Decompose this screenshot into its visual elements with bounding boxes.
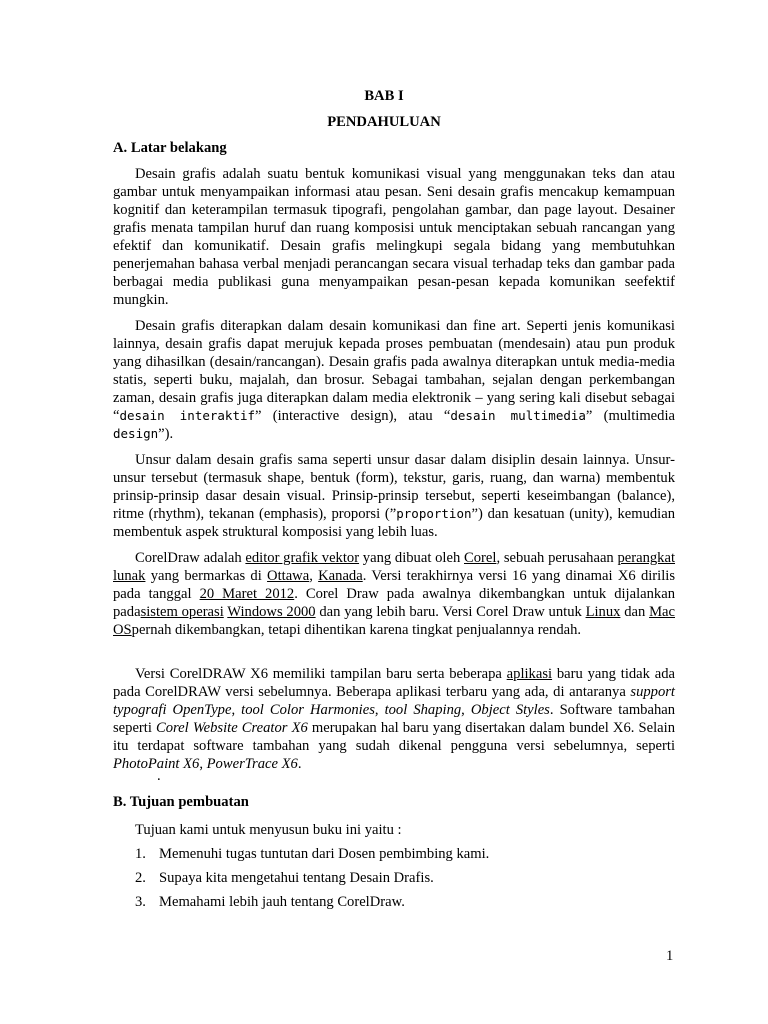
link-aplikasi[interactable]: aplikasi: [506, 666, 553, 682]
list-item: 1. Memenuhi tugas tuntutan dari Dosen pembimbing kami.: [135, 846, 490, 862]
chapter-title: PENDAHULUAN: [327, 114, 441, 130]
link-kanada[interactable]: Kanada: [318, 568, 363, 584]
paragraph-4: CorelDraw adalah editor grafik vektor yang dibuat oleh Corel, sebuah perusahaan perangkat lunak yang bermarkas di Ottawa, Kanada. Versi terakhirnya versi 16 yang dinamai X6 dirilis pada tanggal 20 Maret 2012. Corel Draw pada awalnya dikembangkan untuk dijalankan padasistem operasi Windows 2000 dan yang lebih baru. Versi Corel Draw untuk Linux dan Mac OSpernah dikembangkan, tetapi dihentikan karena tingkat penjualannya rendah.: [113, 550, 676, 638]
term-desain-multimedia: desain multimedia: [450, 408, 586, 423]
term-proportion: proportion: [396, 506, 472, 521]
paragraph-1: Desain grafis adalah suatu bentuk komunikasi visual yang menggunakan teks dan atau gambar untuk menyampaikan informasi atau pesan. Seni desain grafis mencakup kemampuan kognitif dan keterampilan termasuk tipografi, pengolahan gambar, dan page layout. Desainer grafis menata tampilan huruf dan ruang komposisi untuk menciptakan sebuah rancangan yang efektif dan komunikatif. Desain grafis melingkupi segala bidang yang membutuhkan penerjemahan bahasa verbal menjadi perancangan secara visual terhadap teks dan gambar pada berbagai media publikasi guna menyampaikan pesan-pesan kepada komunikan seefektif mungkin.: [113, 166, 675, 308]
term-desain-interaktif: desain interaktif: [119, 408, 256, 423]
list-item: 2. Supaya kita mengetahui tentang Desain Drafis.: [135, 870, 434, 886]
paragraph-2: Desain grafis diterapkan dalam desain komunikasi dan fine art. Seperti jenis komunikasi lainnya, desain grafis dapat merujuk kepada proses pembuatan (mendesain) atau pun produk yang dihasilkan (desain/rancangan). Desain grafis pada awalnya diterapkan untuk media-media statis, seperti buku, majalah, dan brosur. Sebagai tambahan, sejalan dengan perkembangan zaman, desain grafis juga diterapkan dalam media elektronik – yang sering kali disebut sebagai “desain interaktif” (interactive design), atau “desain multimedia” (multimedia design”).: [113, 318, 675, 442]
term-design: design: [113, 426, 159, 441]
link-perangkat-lunak[interactable]: perangkat lunak: [113, 550, 676, 584]
link-sistem-operasi[interactable]: sistem operasi: [140, 604, 224, 620]
list-item: 3. Memahami lebih jauh tentang CorelDraw.: [135, 894, 405, 910]
stray-dot: .: [157, 768, 161, 784]
link-ottawa[interactable]: Ottawa: [267, 568, 310, 584]
link-corel[interactable]: Corel: [464, 550, 497, 566]
section-a-heading: A. Latar belakang: [113, 140, 227, 156]
link-windows-2000[interactable]: Windows 2000: [227, 604, 316, 620]
link-linux[interactable]: Linux: [585, 604, 621, 620]
chapter-number: BAB I: [364, 88, 404, 104]
link-editor-grafik-vektor[interactable]: editor grafik vektor: [245, 550, 360, 566]
link-20-maret-2012[interactable]: 20 Maret 2012: [199, 586, 295, 602]
link-mac-os[interactable]: Mac OS: [113, 604, 675, 638]
paragraph-3: Unsur dalam desain grafis sama seperti unsur dasar dalam disiplin desain lainnya. Unsur-unsur tersebut (termasuk shape, bentuk (form), tekstur, garis, ruang, dan warna) membentuk prinsip-prinsip dasar desain visual. Prinsip-prinsip tersebut, seperti keseimbangan (balance), ritme (rhythm), tekanan (emphasis), proporsi (”proportion”) dan kesatuan (unity), kemudian membentuk aspek struktural komposisi yang lebih luas.: [113, 452, 675, 540]
page-number: 1: [666, 948, 674, 964]
section-b-intro: Tujuan kami untuk menyusun buku ini yaitu :: [135, 822, 402, 838]
section-b-heading: B. Tujuan pembuatan: [113, 794, 249, 810]
paragraph-5: Versi CorelDRAW X6 memiliki tampilan baru serta beberapa aplikasi baru yang tidak ada pada CorelDRAW versi sebelumnya. Beberapa aplikasi terbaru yang ada, di antaranya support typografi OpenType, tool Color Harmonies, tool Shaping, Object Styles. Software tambahan seperti Corel Website Creator X6 merupakan hal baru yang disertakan dalam bundel X6. Selain itu terdapat software tambahan yang sudah dikenal pengguna versi sebelumnya, seperti PhotoPaint X6, PowerTrace X6.: [113, 666, 676, 772]
